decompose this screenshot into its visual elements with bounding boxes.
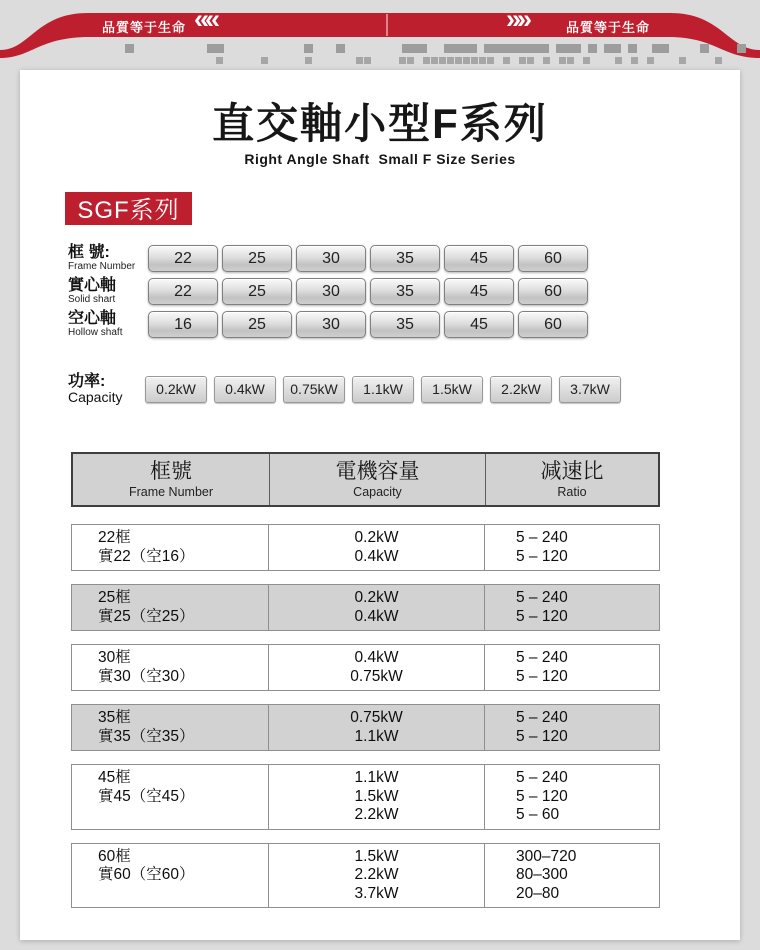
solid-shaft-option-25[interactable]: 25 xyxy=(222,278,292,305)
chevrons-right-icon: »» xyxy=(506,4,529,34)
capacity-option-0.75kW[interactable]: 0.75kW xyxy=(283,376,345,403)
spec-row xyxy=(71,524,660,571)
hollow-shaft-label-en: Hollow shaft xyxy=(68,326,123,338)
ratio-cell xyxy=(485,529,657,566)
spec-col-header-en: Ratio xyxy=(557,485,587,499)
frame-number-label-en: Frame Number xyxy=(68,260,136,272)
frame-number-option-45[interactable]: 45 xyxy=(444,245,514,272)
ratio-line: 5 – 240 xyxy=(516,589,568,606)
solid-shaft-option-30[interactable]: 30 xyxy=(296,278,366,305)
chevrons-left-icon: «« xyxy=(194,4,217,34)
selector-row-hollow-shaft xyxy=(68,311,740,338)
hollow-shaft-options xyxy=(148,311,588,338)
spec-row xyxy=(71,764,660,830)
ratio-line: 5 – 240 xyxy=(516,709,568,726)
capacity-line: 0.2kW xyxy=(354,529,399,546)
spec-col-header-zh: 框號 xyxy=(150,460,192,483)
spec-row xyxy=(71,843,660,909)
frame-cell xyxy=(72,765,269,829)
capacity-line: 1.1kW xyxy=(354,769,399,786)
frame-line: 22框 xyxy=(98,529,131,546)
spec-table xyxy=(71,452,660,908)
spec-table-header xyxy=(71,452,660,507)
capacity-cell xyxy=(269,525,485,570)
capacity-cell xyxy=(269,765,485,829)
hollow-shaft-option-45[interactable]: 45 xyxy=(444,311,514,338)
capacity-line: 3.7kW xyxy=(354,884,399,902)
banner-divider xyxy=(386,14,388,36)
capacity-line: 0.2kW xyxy=(354,589,399,606)
ratio-line: 80–300 xyxy=(516,866,568,883)
frame-number-option-22[interactable]: 22 xyxy=(148,245,218,272)
hollow-shaft-option-16[interactable]: 16 xyxy=(148,311,218,338)
frame-line: 45框 xyxy=(98,769,131,786)
capacity-option-1.1kW[interactable]: 1.1kW xyxy=(352,376,414,403)
banner-slogan-left: 品質等于生命 xyxy=(102,20,187,35)
top-banner xyxy=(0,0,760,66)
capacity-options xyxy=(145,376,621,403)
solid-shaft-option-35[interactable]: 35 xyxy=(370,278,440,305)
frame-line: 實25（空25） xyxy=(98,607,195,625)
ratio-line: 5 – 120 xyxy=(516,667,568,685)
solid-shaft-options xyxy=(148,278,588,305)
solid-shaft-option-45[interactable]: 45 xyxy=(444,278,514,305)
frame-number-label-zh: 框 號: xyxy=(68,243,110,261)
solid-shaft-label-en: Solid shart xyxy=(68,293,116,305)
ratio-cell xyxy=(485,649,657,686)
frame-line: 實45（空45） xyxy=(98,787,195,805)
spec-col-header-1 xyxy=(270,454,486,505)
spec-row xyxy=(71,704,660,751)
solid-shaft-option-22[interactable]: 22 xyxy=(148,278,218,305)
hollow-shaft-option-35[interactable]: 35 xyxy=(370,311,440,338)
capacity-line: 0.4kW xyxy=(354,547,399,565)
frame-selectors xyxy=(68,245,740,338)
spec-col-header-zh: 電機容量 xyxy=(335,460,420,483)
capacity-line: 2.2kW xyxy=(354,806,399,823)
frame-line: 實60（空60） xyxy=(98,866,195,883)
spec-col-header-2 xyxy=(486,454,658,505)
frame-number-option-30[interactable]: 30 xyxy=(296,245,366,272)
page-subtitle: Right Angle Shaft Small F Size Series xyxy=(244,151,516,167)
frame-line: 30框 xyxy=(98,649,131,666)
hollow-shaft-label-zh: 空心軸 xyxy=(68,309,117,327)
banner-slogan-right: 品質等于生命 xyxy=(566,20,651,35)
spec-row xyxy=(71,644,660,691)
ratio-line: 5 – 120 xyxy=(516,547,568,565)
frame-number-option-60[interactable]: 60 xyxy=(518,245,588,272)
ratio-line: 5 – 240 xyxy=(516,529,568,546)
ratio-line: 5 – 120 xyxy=(516,607,568,625)
frame-cell xyxy=(72,844,269,908)
ratio-cell xyxy=(485,709,657,746)
solid-shaft-label-zh: 實心軸 xyxy=(68,276,117,294)
page-title: 直交軸小型F系列 xyxy=(212,100,548,147)
spec-row xyxy=(71,584,660,631)
selector-row-frame-number xyxy=(68,245,740,272)
solid-shaft-label xyxy=(68,278,148,305)
capacity-line: 0.4kW xyxy=(354,607,399,625)
frame-number-option-25[interactable]: 25 xyxy=(222,245,292,272)
series-badge: SGF系列 xyxy=(65,192,192,225)
frame-cell xyxy=(72,585,269,630)
frame-number-option-35[interactable]: 35 xyxy=(370,245,440,272)
ratio-line: 5 – 240 xyxy=(516,769,568,786)
capacity-line: 1.1kW xyxy=(354,727,399,745)
capacity-label-zh: 功率: xyxy=(68,372,106,390)
capacity-cell xyxy=(269,585,485,630)
frame-number-label xyxy=(68,245,148,272)
capacity-option-0.2kW[interactable]: 0.2kW xyxy=(145,376,207,403)
ratio-cell xyxy=(485,769,657,825)
hollow-shaft-label xyxy=(68,311,148,338)
capacity-option-0.4kW[interactable]: 0.4kW xyxy=(214,376,276,403)
frame-cell xyxy=(72,645,269,690)
frame-line: 35框 xyxy=(98,709,131,726)
frame-line: 實22（空16） xyxy=(98,547,195,565)
capacity-cell xyxy=(269,705,485,750)
ratio-line: 300–720 xyxy=(516,847,577,865)
capacity-line: 0.4kW xyxy=(354,649,399,666)
catalog-page xyxy=(20,70,740,940)
frame-number-options xyxy=(148,245,588,272)
hollow-shaft-option-25[interactable]: 25 xyxy=(222,311,292,338)
spec-col-header-en: Capacity xyxy=(353,485,402,499)
capacity-line: 0.75kW xyxy=(350,709,403,726)
ratio-cell xyxy=(485,848,657,904)
hollow-shaft-option-60[interactable]: 60 xyxy=(518,311,588,338)
capacity-cell xyxy=(269,844,485,908)
ratio-line: 5 – 120 xyxy=(516,727,568,745)
frame-line: 25框 xyxy=(98,589,131,606)
frame-line: 實35（空35） xyxy=(98,727,195,745)
spec-col-header-en: Frame Number xyxy=(128,485,214,499)
capacity-selector-row xyxy=(68,372,740,406)
capacity-option-2.2kW[interactable]: 2.2kW xyxy=(490,376,552,403)
solid-shaft-option-60[interactable]: 60 xyxy=(518,278,588,305)
capacity-label-en: Capacity xyxy=(68,389,123,406)
frame-cell xyxy=(72,705,269,750)
ratio-line: 5 – 60 xyxy=(516,806,560,823)
capacity-line: 1.5kW xyxy=(354,847,399,865)
spec-col-header-zh: 减速比 xyxy=(540,460,604,483)
spec-table-body xyxy=(71,524,660,908)
frame-cell xyxy=(72,525,269,570)
ratio-cell xyxy=(485,589,657,626)
capacity-option-1.5kW[interactable]: 1.5kW xyxy=(421,376,483,403)
frame-line: 實30（空30） xyxy=(98,667,195,685)
capacity-line: 2.2kW xyxy=(354,866,399,883)
capacity-label xyxy=(68,373,145,406)
hollow-shaft-option-30[interactable]: 30 xyxy=(296,311,366,338)
ratio-line: 20–80 xyxy=(516,884,560,902)
ratio-line: 5 – 120 xyxy=(516,787,568,805)
capacity-option-3.7kW[interactable]: 3.7kW xyxy=(559,376,621,403)
spec-col-header-0 xyxy=(73,454,270,505)
capacity-cell xyxy=(269,645,485,690)
capacity-line: 0.75kW xyxy=(350,667,403,685)
selector-row-solid-shaft xyxy=(68,278,740,305)
ratio-line: 5 – 240 xyxy=(516,649,568,666)
capacity-line: 1.5kW xyxy=(354,787,399,805)
frame-line: 60框 xyxy=(98,847,131,865)
